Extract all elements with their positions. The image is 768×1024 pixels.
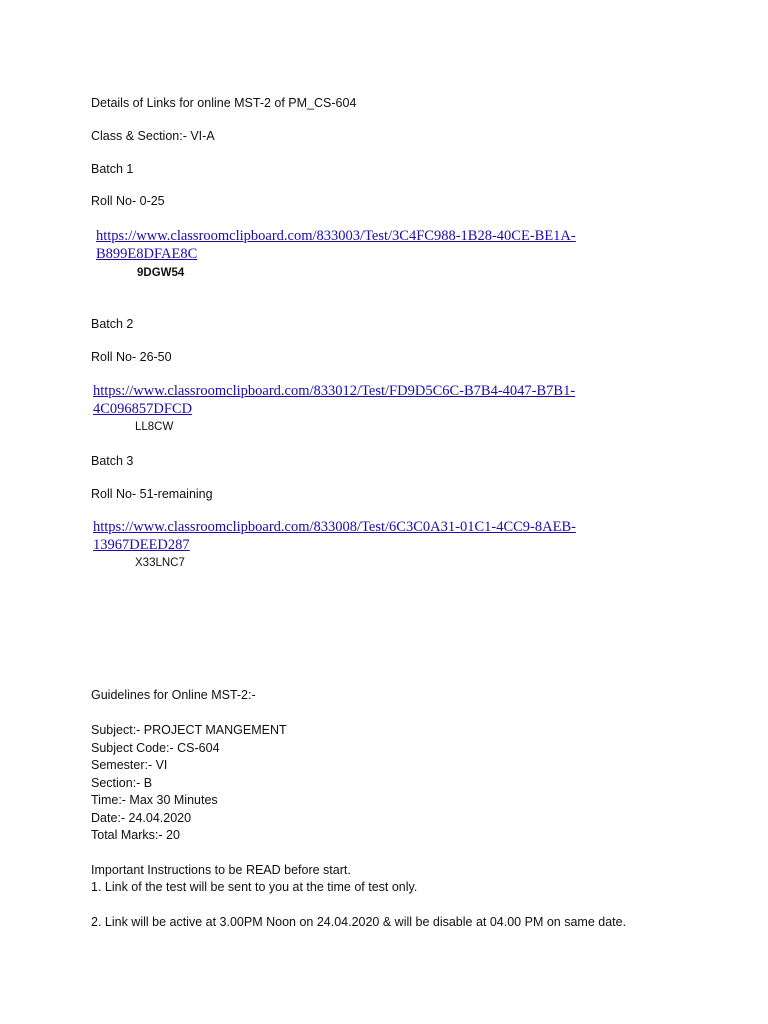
guideline-time: Time:- Max 30 Minutes [91,793,218,807]
instructions-heading: Important Instructions to be READ before start. [91,863,351,877]
guideline-semester: Semester:- VI [91,758,168,772]
batch-1-link-line2: B899E8DFAE8C [96,246,198,262]
batch-1-code: 9DGW54 [137,267,185,279]
batch-3-code: X33LNC7 [135,557,185,569]
batch-2-link[interactable] [93,382,653,418]
batch-2-link-line1: https://www.classroomclipboard.com/833012/Test/FD9D5C6C-B7B4-4047-B7B1- [93,383,576,399]
batch-3-label: Batch 3 [91,454,134,468]
guidelines-heading: Guidelines for Online MST-2:- [91,688,256,702]
instruction-item-2: 2. Link will be active at 3.00PM Noon on 24.04.2020 & will be disable at 04.00 PM on same date. [91,915,627,929]
guideline-subject-code: Subject Code:- CS-604 [91,741,220,755]
instruction-item-1: 1. Link of the test will be sent to you at the time of test only. [91,880,418,894]
batch-2-link-line2: 4C096857DFCD [93,401,193,417]
batch-3-link-line2: 13967DEED287 [93,537,190,553]
guideline-section: Section:- B [91,776,153,790]
batch-2-roll: Roll No- 26-50 [91,350,172,364]
batch-3-roll: Roll No- 51-remaining [91,487,213,501]
guideline-subject: Subject:- PROJECT MANGEMENT [91,723,287,737]
batch-2-label: Batch 2 [91,317,134,331]
batch-2-code: LL8CW [135,421,174,433]
batch-1-link[interactable] [96,227,656,263]
batch-3-link-line1: https://www.classroomclipboard.com/833008/Test/6C3C0A31-01C1-4CC9-8AEB- [93,519,576,535]
batch-1-link-line1: https://www.classroomclipboard.com/833003/Test/3C4FC988-1B28-40CE-BE1A- [96,228,576,244]
class-section: Class & Section:- VI-A [91,129,215,143]
guideline-date: Date:- 24.04.2020 [91,811,192,825]
document-title: Details of Links for online MST-2 of PM_CS-604 [91,96,357,110]
batch-1-roll: Roll No- 0-25 [91,194,165,208]
batch-3-link[interactable] [93,518,653,554]
guideline-total-marks: Total Marks:- 20 [91,828,180,842]
batch-1-label: Batch 1 [91,162,134,176]
